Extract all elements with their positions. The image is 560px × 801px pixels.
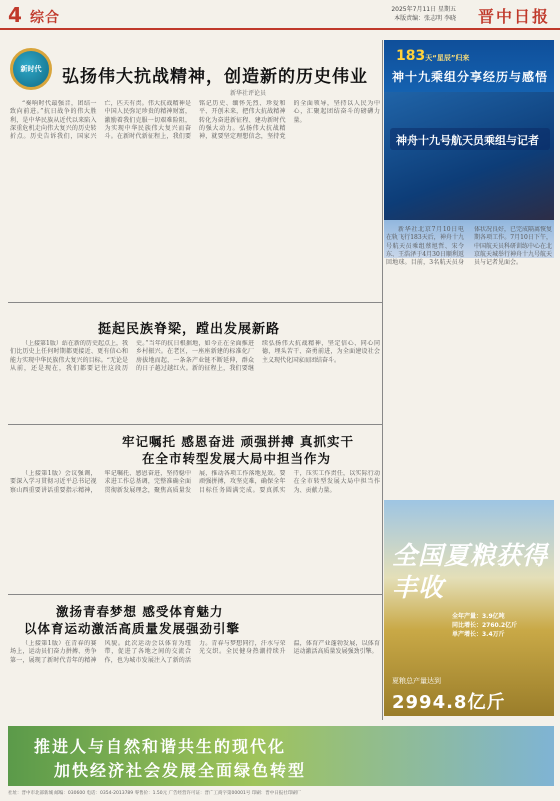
harvest-headline: 全国夏粮获得丰收 (392, 541, 549, 602)
feature-photo (384, 92, 554, 220)
section-4-body: （上接第1版）在青春的赛场上，运动员们奋力拼搏、勇争第一，展现了新时代青年的精神风貌。此次运动会以体育为纽带，促进了各地之间的交流合作，也为城市发展注入了新的活力。青春与梦想同行，汗水与荣光交织。全民健身热潮持续升温，体育产业蓬勃发展，以体育运动激活高质量发展强劲引擎。 (10, 640, 380, 664)
section-2-body: （上接第1版）站在新的历史起点上，我们比历史上任何时期都更接近、更有信心和能力实现中华民族伟大复兴的目标。“无论是从前，还是现在，我们都要记住这段历史。”当年的抗日根据地，如今正在全面推进乡村振兴。在老区，一座座新建的标准化厂房拔地而起，一条条产业链不断延伸，群众的日子越过越红火。新的征程上，我们要继续弘扬伟大抗战精神，坚定信心、同心同德，埋头苦干、奋勇前进，为全面建设社会主义现代化国家而团结奋斗。 (10, 340, 380, 372)
divider (8, 302, 382, 303)
section-4-subheadline: 以体育运动激活高质量发展强劲引擎 (24, 621, 241, 636)
issue-meta (391, 5, 456, 23)
divider (8, 594, 382, 595)
harvest-stat: 全年产量：3.9亿吨 (452, 613, 505, 620)
harvest-stats (452, 612, 517, 639)
harvest-stat: 单产增长：3.4万斤 (452, 631, 505, 638)
newspaper-logo: 晋中日报 (477, 7, 550, 26)
lead-body: “奏响时代最强音，团结一致向前进。”抗日战争的伟大胜利，是中华民族从近代以来陷入深重危机走向伟大复兴的历史转折点。历史告诉我们，国家兴亡，匹夫有责。伟大抗战精神是中国人民弥足珍贵的精神财富，激励着我们克服一切艰难险阻，为实现中华民族伟大复兴而奋斗。在新时代新征程上，我们要铭记历史、缅怀先烈、珍爱和平、开创未来，把伟大抗战精神转化为奋进新征程、建功新时代的强大动力。弘扬伟大抗战精神，就要坚定理想信念，坚持党的全面领导，坚持以人民为中心，汇聚起团结奋斗的磅礴力量。 (10, 100, 380, 141)
lead-byline: 新华社评论员 (230, 90, 267, 97)
feature-photo-text: 神舟十九号航天员乘组与记者 (396, 134, 539, 147)
feature-kicker-text: 天“星辰”归来 (425, 54, 470, 62)
harvest-stat: 同比增长：2760.2亿斤 (452, 622, 518, 629)
banner-line-2: 加快经济社会发展全面绿色转型 (54, 761, 307, 780)
feature-kicker (396, 48, 469, 64)
harvest-total: 2994.8亿斤 (392, 692, 506, 713)
masthead (0, 0, 560, 30)
feature-body: 新华社北京7月10日电 在轨飞行183天后，神舟十九号航天员乘组蔡旭哲、宋令东、王浩泽于4月30日顺利返回地球。目前，3名航天员身体状况良好，已完成隔离恢复期各项工作。7月10日下午，中国航天员科研训练中心在北京航天城举行神舟十九号航天员与记者见面会。 (386, 226, 552, 267)
page-number: 4 (8, 3, 22, 27)
divider (8, 424, 382, 425)
feature-headline: 神十九乘组分享经历与感悟 (392, 70, 549, 84)
harvest-label: 夏粮总产量达到 (392, 677, 441, 685)
feature-photo-banner (390, 128, 550, 150)
footer-info: 社址：晋中市北部新城 邮编：030600 电话：0354-2013789 零售价：1.50元 广告经营许可证：晋广工商字第00001号 印刷：晋中日报社印刷厂 (8, 791, 302, 796)
section-2-headline: 挺起民族脊梁，蹚出发展新路 (98, 322, 281, 337)
column-badge-label: 新时代 (20, 65, 42, 73)
section-3-headline: 牢记嘱托 感恩奋进 顽强拼搏 真抓实干 (122, 434, 355, 449)
column-badge-icon (10, 48, 52, 90)
issue-editor: 本版责编：张志明 李晓 (394, 15, 456, 22)
section-3-subheadline: 在全市转型发展大局中担当作为 (142, 451, 332, 466)
section-3-body: （上接第1版）会议强调，要深入学习贯彻习近平总书记视察山西重要讲话重要指示精神，牢记嘱托、感恩奋进，坚持稳中求进工作总基调，完整准确全面贯彻新发展理念，聚焦高质量发展，推动各项工作落地见效。要顽强拼搏，攻坚克难，确保全年目标任务圆满完成。要真抓实干，压实工作责任，以实际行动在全市转型发展大局中担当作为、贡献力量。 (10, 470, 380, 494)
banner-line-1: 推进人与自然和谐共生的现代化 (34, 737, 287, 756)
mission-days: 183 (396, 48, 426, 64)
lead-headline: 弘扬伟大抗战精神，创造新的历史伟业 (62, 67, 368, 87)
issue-date: 2025年7月11日 星期五 (391, 6, 456, 13)
section-4-headline: 激扬青春梦想 感受体育魅力 (56, 604, 224, 619)
section-name: 综合 (30, 10, 60, 26)
divider (382, 40, 383, 720)
